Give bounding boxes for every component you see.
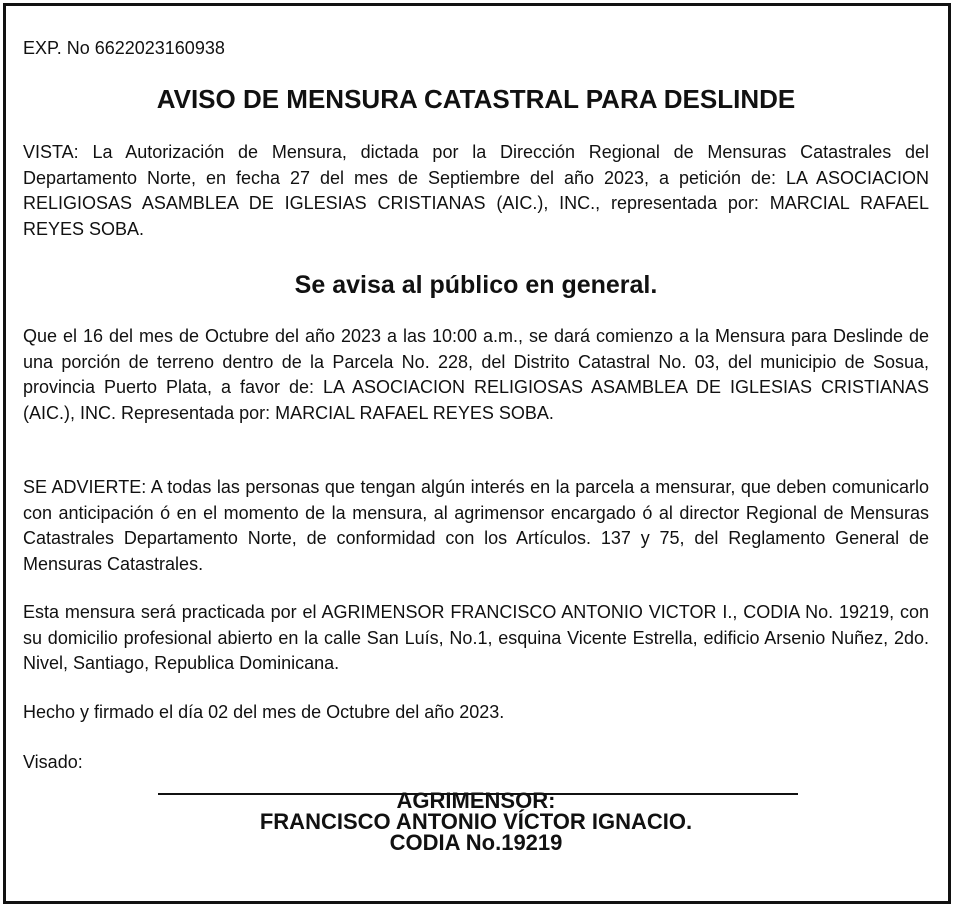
advierte-paragraph: SE ADVIERTE: A todas las personas que tengan algún interés en la parcela a mensurar, que deben comunicarlo con anticipación ó en el momento de la mensura, al agrimensor encargado ó al director Regional de Mensuras Catastrales Departamento Norte, de conformidad con los Artículos. 137 y 75, del Reglamento General de Mensuras Catastrales. <box>23 477 929 574</box>
mensura-date-paragraph: Que el 16 del mes de Octubre del año 2023 a las 10:00 a.m., se dará comienzo a la Mensura para Deslinde de una porción de terreno dentro de la Parcela No. 228, del Distrito Catastral No. 03, del municipio de Sosua, provincia Puerto Plata, a favor de: LA ASOCIACION RELIGIOSAS ASAMBLEA DE IGLESIAS CRISTIANAS (AIC.), INC. Representada por: MARCIAL RAFAEL REYES SOBA. <box>23 326 929 423</box>
visado-label: Visado: <box>23 752 83 772</box>
surveyor-paragraph: Esta mensura será practicada por el AGRIMENSOR FRANCISCO ANTONIO VICTOR I., CODIA No. 19219, con su domicilio profesional abierto en la calle San Luís, No.1, esquina Vicente Estrella, edificio Arsenio Nuñez, 2do. Nivel, Santiago, Republica Dominicana. <box>23 602 929 673</box>
signature-codia: CODIA No.19219 <box>389 830 563 855</box>
vista-paragraph: VISTA: La Autorización de Mensura, dictada por la Dirección Regional de Mensuras Catastrales del Departamento Norte, en fecha 27 del mes de Septiembre del año 2023, a petición de: LA ASOCIACION RELIGIOSAS ASAMBLEA DE IGLESIAS CRISTIANAS (AIC.), INC., representada por: MARCIAL RAFAEL REYES SOBA. <box>23 142 929 239</box>
notice-border <box>3 3 951 904</box>
public-notice-heading: Se avisa al público en general. <box>294 271 658 299</box>
signature-block <box>23 790 929 853</box>
signed-date: Hecho y firmado el día 02 del mes de Octubre del año 2023. <box>23 702 505 722</box>
notice-title: AVISO DE MENSURA CATASTRAL PARA DESLINDE <box>156 84 796 114</box>
expediente-number: EXP. No 6622023160938 <box>23 38 225 58</box>
signature-role: AGRIMENSOR: <box>396 788 556 813</box>
signature-name: FRANCISCO ANTONIO VÍCTOR IGNACIO. <box>259 809 693 834</box>
